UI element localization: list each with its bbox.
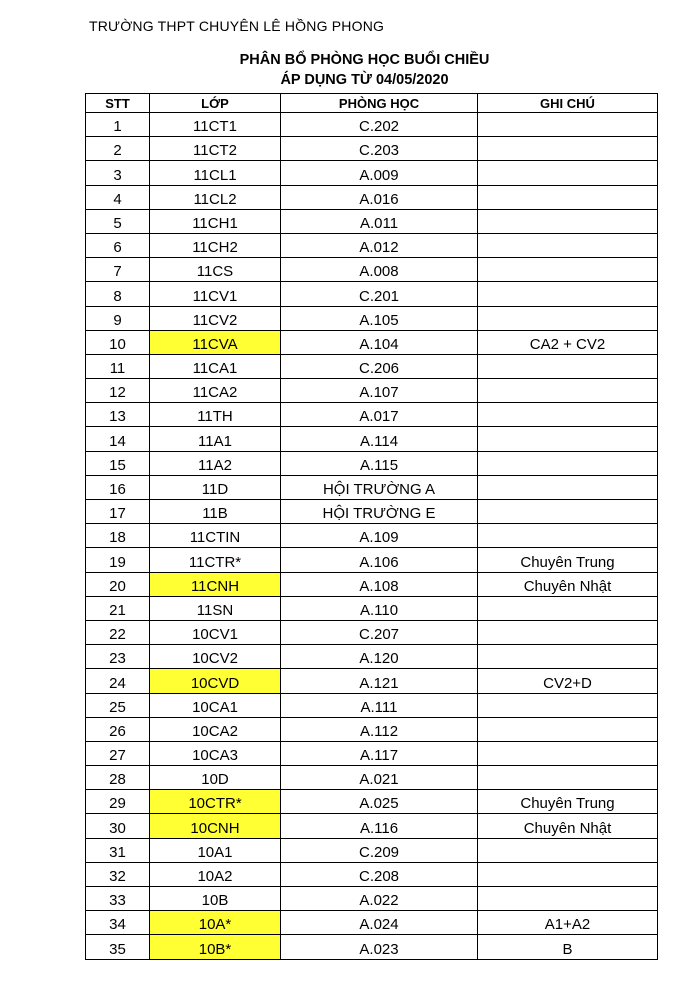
table-row (86, 669, 658, 693)
cell-note (478, 596, 658, 620)
cell-note: Chuyên Nhật (478, 572, 658, 596)
table-row (86, 911, 658, 935)
table-row (86, 717, 658, 741)
cell-stt: 25 (86, 693, 150, 717)
cell-room: A.114 (281, 427, 478, 451)
cell-room: A.023 (281, 935, 478, 959)
cell-note (478, 766, 658, 790)
cell-room: A.112 (281, 717, 478, 741)
table-row (86, 233, 658, 257)
cell-stt: 17 (86, 500, 150, 524)
table-row (86, 862, 658, 886)
table-row (86, 596, 658, 620)
cell-room: A.104 (281, 330, 478, 354)
cell-note (478, 185, 658, 209)
table-row (86, 161, 658, 185)
table-row (86, 137, 658, 161)
cell-class: 10CTR* (150, 790, 281, 814)
cell-note (478, 620, 658, 644)
table-body (86, 113, 658, 960)
cell-stt: 20 (86, 572, 150, 596)
table-row (86, 693, 658, 717)
cell-room: A.016 (281, 185, 478, 209)
table-row (86, 548, 658, 572)
document-title: PHÂN BỔ PHÒNG HỌC BUỔI CHIỀU (239, 52, 490, 68)
cell-room: A.009 (281, 161, 478, 185)
cell-note (478, 379, 658, 403)
table-row (86, 403, 658, 427)
table-row (86, 354, 658, 378)
cell-note (478, 741, 658, 765)
cell-class: 10A1 (150, 838, 281, 862)
column-header-stt: STT (86, 94, 150, 113)
cell-note (478, 524, 658, 548)
cell-note (478, 282, 658, 306)
cell-class: 10CV2 (150, 645, 281, 669)
cell-note (478, 500, 658, 524)
cell-room: A.107 (281, 379, 478, 403)
cell-note (478, 161, 658, 185)
cell-stt: 12 (86, 379, 150, 403)
column-header-phong-hoc: PHÒNG HỌC (281, 94, 478, 113)
table-row (86, 766, 658, 790)
cell-stt: 13 (86, 403, 150, 427)
cell-note (478, 233, 658, 257)
cell-note (478, 451, 658, 475)
cell-class: 10CA2 (150, 717, 281, 741)
table-row (86, 524, 658, 548)
cell-class: 10A* (150, 911, 281, 935)
cell-class: 11CV1 (150, 282, 281, 306)
cell-room: C.208 (281, 862, 478, 886)
cell-class: 11B (150, 500, 281, 524)
cell-room: A.120 (281, 645, 478, 669)
cell-class: 11CTIN (150, 524, 281, 548)
cell-room: C.206 (281, 354, 478, 378)
cell-stt: 31 (86, 838, 150, 862)
cell-room: A.021 (281, 766, 478, 790)
cell-stt: 28 (86, 766, 150, 790)
cell-stt: 1 (86, 113, 150, 137)
table-row (86, 620, 658, 644)
cell-class: 11CNH (150, 572, 281, 596)
cell-note (478, 475, 658, 499)
cell-class: 11CT2 (150, 137, 281, 161)
table-row (86, 475, 658, 499)
cell-room: A.017 (281, 403, 478, 427)
cell-class: 11CS (150, 258, 281, 282)
cell-note (478, 258, 658, 282)
cell-stt: 10 (86, 330, 150, 354)
room-allocation-table (85, 93, 658, 960)
cell-stt: 33 (86, 887, 150, 911)
cell-stt: 26 (86, 717, 150, 741)
cell-class: 10CVD (150, 669, 281, 693)
cell-room: C.207 (281, 620, 478, 644)
cell-note (478, 209, 658, 233)
cell-note: Chuyên Trung (478, 548, 658, 572)
cell-class: 11SN (150, 596, 281, 620)
cell-stt: 34 (86, 911, 150, 935)
table-row (86, 790, 658, 814)
column-header-lop: LỚP (150, 94, 281, 113)
table-row (86, 258, 658, 282)
cell-note (478, 838, 658, 862)
cell-room: A.116 (281, 814, 478, 838)
cell-room: A.105 (281, 306, 478, 330)
table-row (86, 814, 658, 838)
cell-class: 11CTR* (150, 548, 281, 572)
cell-note (478, 113, 658, 137)
cell-class: 10CA1 (150, 693, 281, 717)
column-header-ghi-chu: GHI CHÚ (478, 94, 658, 113)
cell-stt: 8 (86, 282, 150, 306)
cell-note (478, 887, 658, 911)
cell-room: C.202 (281, 113, 478, 137)
cell-room: C.203 (281, 137, 478, 161)
cell-class: 11CL2 (150, 185, 281, 209)
cell-stt: 24 (86, 669, 150, 693)
table-row (86, 451, 658, 475)
cell-class: 10D (150, 766, 281, 790)
cell-note (478, 354, 658, 378)
cell-room: A.110 (281, 596, 478, 620)
cell-note: Chuyên Trung (478, 790, 658, 814)
cell-class: 10CV1 (150, 620, 281, 644)
cell-class: 11CH1 (150, 209, 281, 233)
cell-class: 10CNH (150, 814, 281, 838)
table-row (86, 282, 658, 306)
cell-stt: 16 (86, 475, 150, 499)
cell-class: 11CA1 (150, 354, 281, 378)
cell-note (478, 862, 658, 886)
table-row (86, 935, 658, 959)
table-row (86, 379, 658, 403)
school-name: TRƯỜNG THPT CHUYÊN LÊ HỒNG PHONG (89, 18, 385, 34)
cell-stt: 4 (86, 185, 150, 209)
table-row (86, 838, 658, 862)
cell-stt: 7 (86, 258, 150, 282)
cell-class: 11CH2 (150, 233, 281, 257)
cell-note: CA2 + CV2 (478, 330, 658, 354)
cell-stt: 9 (86, 306, 150, 330)
cell-stt: 6 (86, 233, 150, 257)
cell-room: A.115 (281, 451, 478, 475)
cell-room: A.025 (281, 790, 478, 814)
cell-room: A.109 (281, 524, 478, 548)
cell-stt: 5 (86, 209, 150, 233)
cell-room: A.008 (281, 258, 478, 282)
cell-stt: 23 (86, 645, 150, 669)
table-row (86, 330, 658, 354)
cell-room: A.011 (281, 209, 478, 233)
document-subtitle: ÁP DỤNG TỪ 04/05/2020 (280, 72, 449, 88)
cell-stt: 22 (86, 620, 150, 644)
cell-note: Chuyên Nhật (478, 814, 658, 838)
cell-room: A.012 (281, 233, 478, 257)
cell-note (478, 427, 658, 451)
cell-note (478, 693, 658, 717)
cell-room: A.121 (281, 669, 478, 693)
cell-stt: 15 (86, 451, 150, 475)
cell-class: 11D (150, 475, 281, 499)
table-row (86, 500, 658, 524)
cell-class: 11A1 (150, 427, 281, 451)
cell-class: 10B (150, 887, 281, 911)
table-row (86, 209, 658, 233)
cell-stt: 11 (86, 354, 150, 378)
cell-stt: 21 (86, 596, 150, 620)
cell-class: 11CV2 (150, 306, 281, 330)
cell-class: 11CVA (150, 330, 281, 354)
table-header-row (86, 94, 658, 113)
cell-room: HỘI TRƯỜNG E (281, 500, 478, 524)
cell-class: 10A2 (150, 862, 281, 886)
cell-note (478, 306, 658, 330)
cell-class: 10B* (150, 935, 281, 959)
cell-room: C.209 (281, 838, 478, 862)
cell-stt: 2 (86, 137, 150, 161)
cell-class: 11A2 (150, 451, 281, 475)
cell-stt: 14 (86, 427, 150, 451)
table-row (86, 887, 658, 911)
table-row (86, 185, 658, 209)
cell-class: 11CL1 (150, 161, 281, 185)
cell-room: A.106 (281, 548, 478, 572)
cell-class: 10CA3 (150, 741, 281, 765)
cell-class: 11CT1 (150, 113, 281, 137)
cell-stt: 29 (86, 790, 150, 814)
cell-note (478, 645, 658, 669)
cell-note (478, 717, 658, 741)
table-row (86, 306, 658, 330)
table-row (86, 572, 658, 596)
cell-room: C.201 (281, 282, 478, 306)
cell-stt: 32 (86, 862, 150, 886)
cell-stt: 35 (86, 935, 150, 959)
cell-note: A1+A2 (478, 911, 658, 935)
cell-class: 11CA2 (150, 379, 281, 403)
cell-room: A.117 (281, 741, 478, 765)
cell-class: 11TH (150, 403, 281, 427)
cell-note: B (478, 935, 658, 959)
table-row (86, 427, 658, 451)
cell-room: A.108 (281, 572, 478, 596)
table-row (86, 645, 658, 669)
table-row (86, 741, 658, 765)
cell-stt: 3 (86, 161, 150, 185)
cell-room: HỘI TRƯỜNG A (281, 475, 478, 499)
cell-note (478, 137, 658, 161)
cell-room: A.111 (281, 693, 478, 717)
cell-note: CV2+D (478, 669, 658, 693)
cell-room: A.022 (281, 887, 478, 911)
table-row (86, 113, 658, 137)
cell-note (478, 403, 658, 427)
cell-stt: 19 (86, 548, 150, 572)
cell-stt: 27 (86, 741, 150, 765)
cell-room: A.024 (281, 911, 478, 935)
cell-stt: 30 (86, 814, 150, 838)
cell-stt: 18 (86, 524, 150, 548)
